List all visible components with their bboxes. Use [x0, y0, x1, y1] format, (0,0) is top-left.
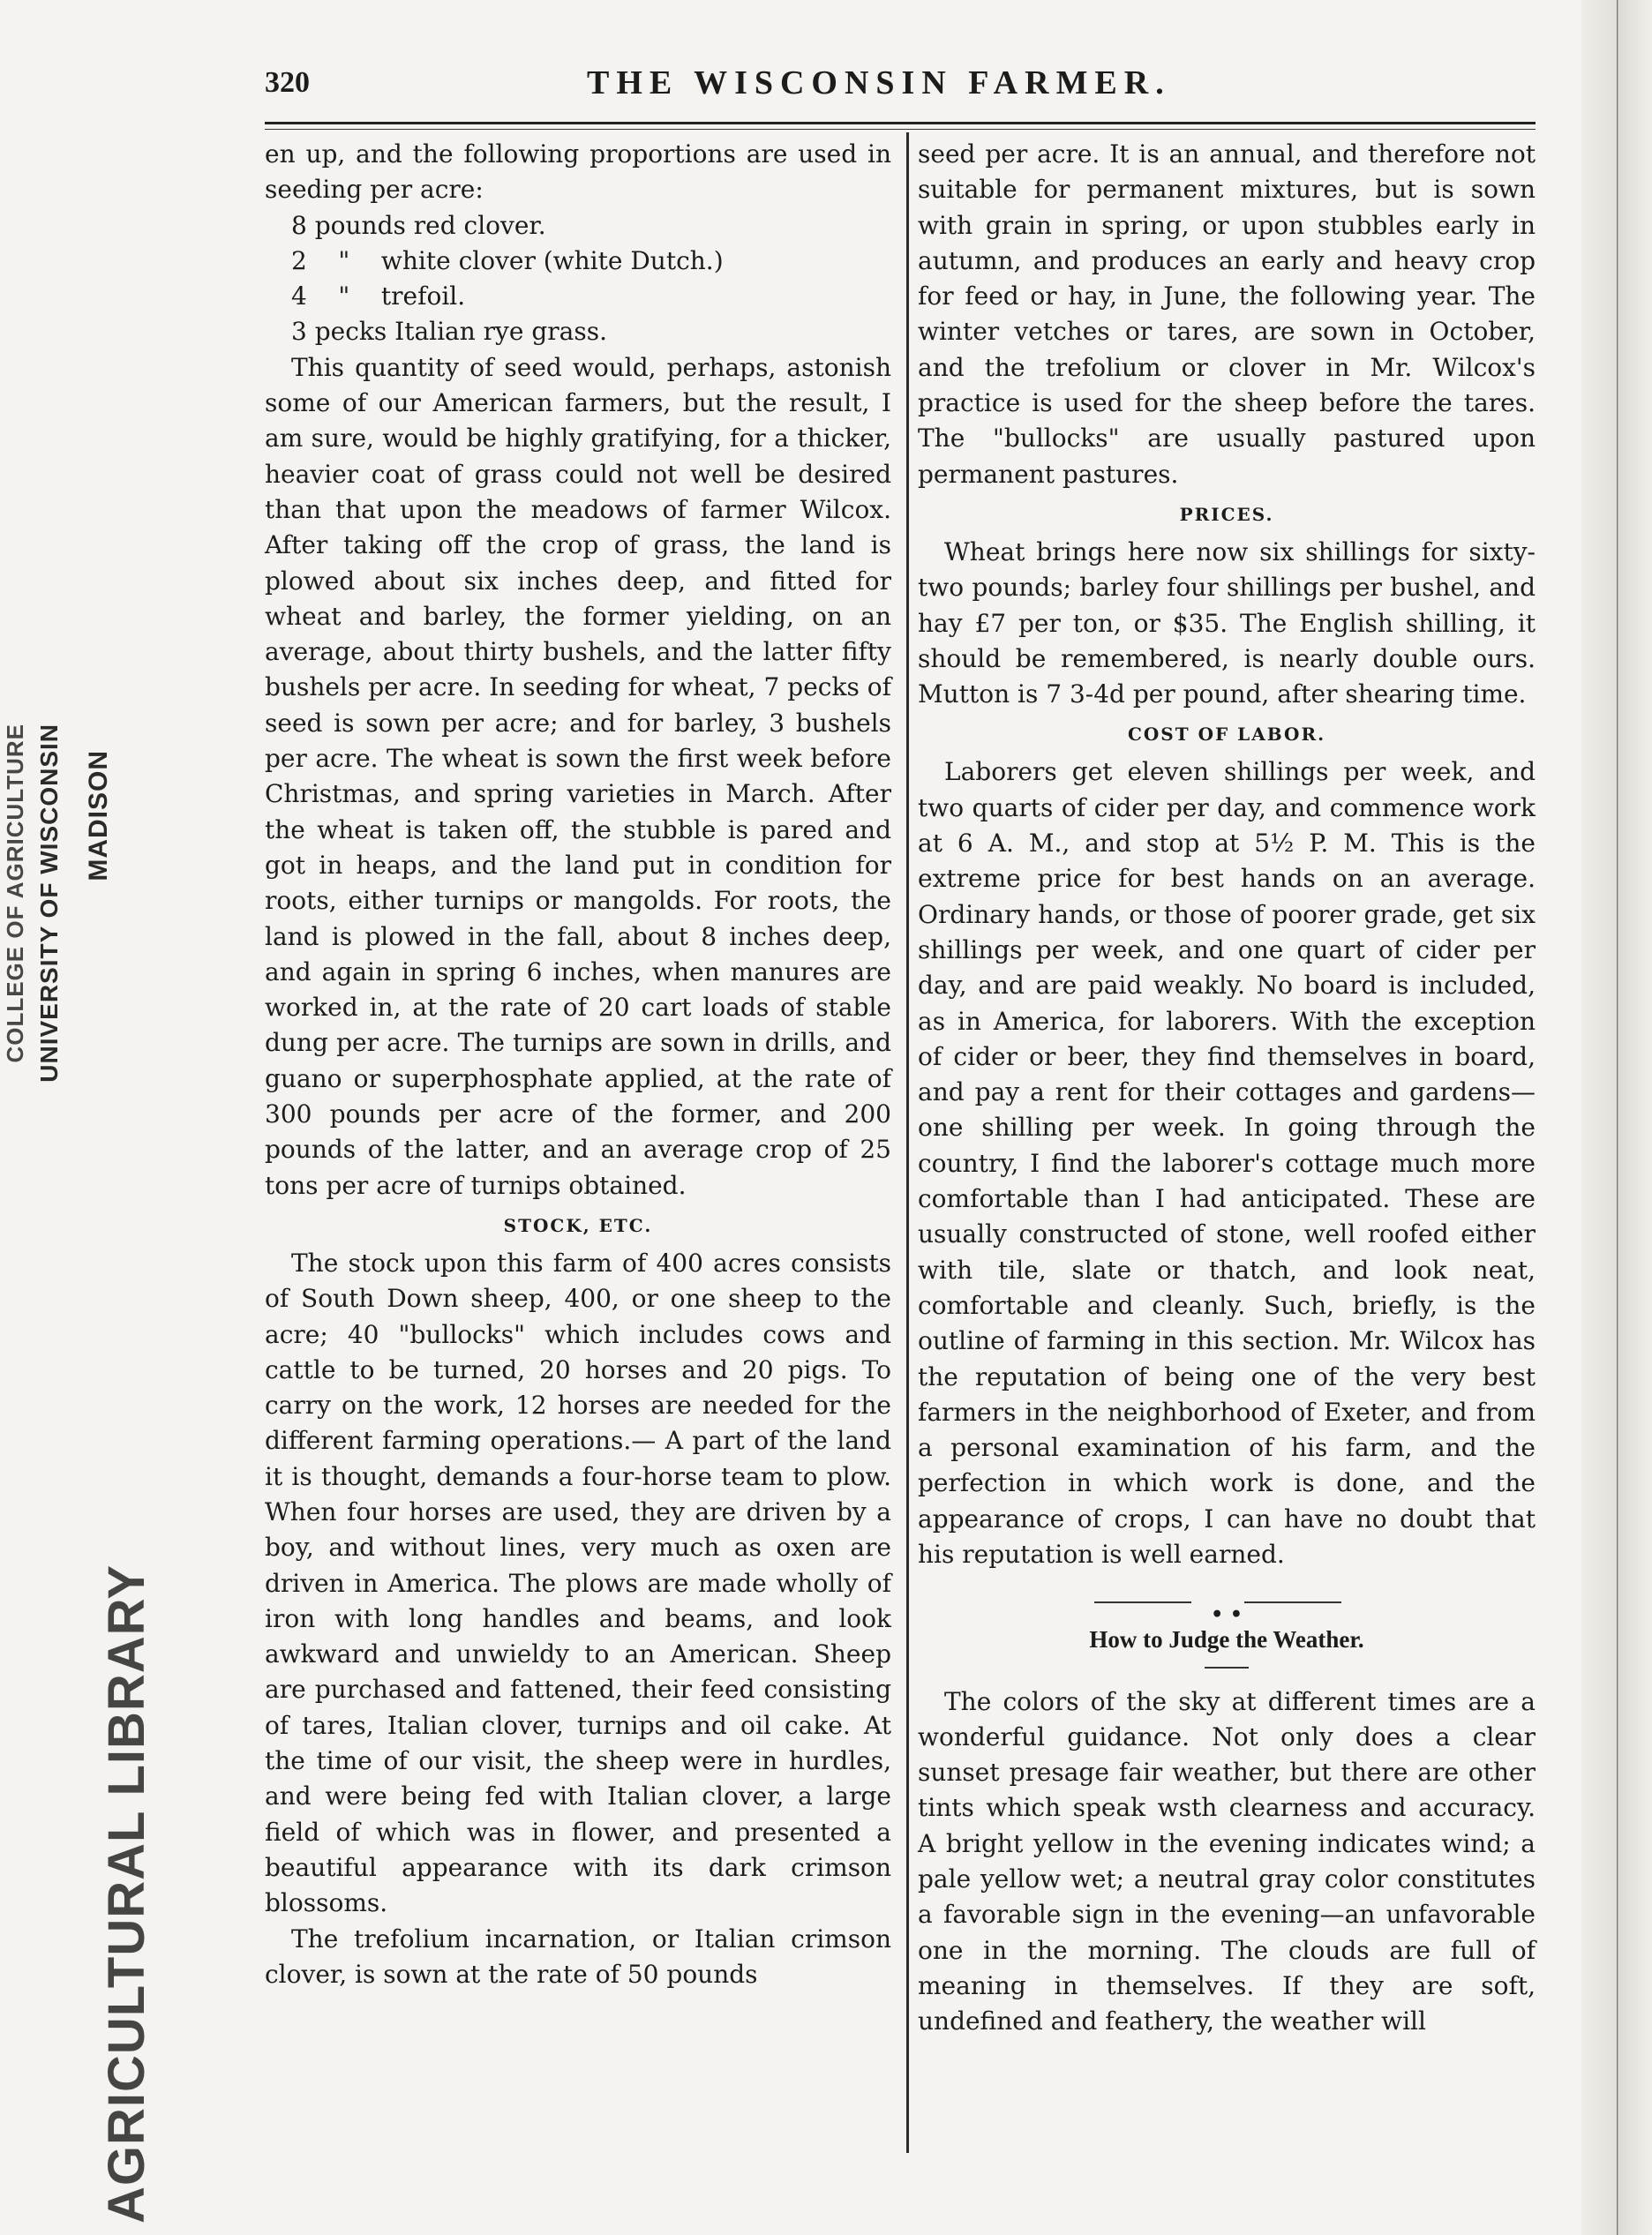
page-header — [265, 62, 1536, 124]
ornament-line-left — [1094, 1601, 1191, 1603]
stamp-line-university: UNIVERSITY OF WISCONSIN — [35, 724, 63, 1083]
seed-list-item: 3 pecks Italian rye grass. — [291, 317, 607, 347]
right-paragraph-2: Wheat brings here now six shillings for sixty-two pounds; barley four shillings per bushel, and hay £7 per ton, or $35. The English shilling, it should be remembered, is nearly double ours. Mutton is 7 3-4d per pound, after shearing time. — [918, 536, 1536, 709]
seed-list — [265, 208, 891, 350]
section-ornament — [918, 1595, 1536, 1627]
right-paragraph-4: The colors of the sky at different times are a wonderful guidance. Not only does a clear sunset presage fair weather, but there are other tints which speak wsth clearness and accuracy. A bright yellow in the evening indicates wind; a pale yellow wet; a neutral gray color constitutes a favorable sign in the evening—an unfavorable one in the morning. The clouds are full of meaning in themselves. If they are soft, undefined and feathery, the weather will — [918, 1686, 1536, 2036]
ornament-line-right — [1244, 1601, 1341, 1603]
subhead-prices: PRICES. — [1179, 503, 1274, 525]
left-paragraph-1: en up, and the following proportions are used in seeding per acre: — [265, 139, 891, 205]
seed-list-item: 8 pounds red clover. — [291, 210, 546, 240]
seed-list-item: 2 " white clover (white Dutch.) — [291, 245, 724, 275]
stamp-line-college: COLLEGE OF AGRICULTURE — [2, 724, 28, 1063]
seed-list-item: 4 " trefoil. — [291, 281, 466, 311]
header-rule-thin — [265, 129, 1536, 130]
stamp-line-madison: MADISON — [84, 750, 113, 881]
left-paragraph-2: This quantity of seed would, perhaps, astonish some of our American farmers, but the result, I am sure, would be highly gratifying, for a thicker, heavier coat of grass could not well be desired than that upon the meadows of farmer Wilcox. After taking off the crop of grass, the land is plowed about six inches deep, and fitted for wheat and barley, the former yielding, on an average, about thirty bushels, and the latter fifty bushels per acre. In seeding for wheat, 7 pecks of seed is sown per acre; and for barley, 3 bushels per acre. The wheat is sown the first week before Christmas, and spring varieties in March. After the wheat is taken off, the stubble is pared and got in heaps, and the land put in condition for roots, either turnips or mangolds. For roots, the land is plowed in the fall, about 8 inches deep, and again in spring 6 inches, when manures are worked in, at the rate of 20 cart loads of stable dung per acre. The turnips are sown in drills, and guano or superphosphate applied, at the rate of 300 pounds per acre of the former, and 200 pounds of the latter, and an average crop of 25 tons per acre of turnips obtained. — [265, 352, 891, 1200]
subhead-cost-of-labor: COST OF LABOR. — [1127, 724, 1326, 746]
title-rule — [1205, 1667, 1249, 1669]
left-paragraph-4: The trefolium incarnation, or Italian crimson clover, is sown at the rate of 50 pounds — [265, 1924, 891, 1989]
right-column — [918, 137, 1536, 2040]
page-edge-shadow — [1581, 0, 1652, 2235]
column-divider — [906, 132, 909, 2153]
page-number: 320 — [265, 66, 310, 99]
ornament-dots: • • — [1211, 1603, 1243, 1627]
left-column — [265, 137, 891, 1992]
right-paragraph-3: Laborers get eleven shillings per week, and two quarts of cider per day, and commence work at 6 A. M., and stop at 5½ P. M. This is the extreme price for best hands on an average. Ordinary hands, or those of poorer grade, get six shillings per week, and one quart of cider per day, and are paid weakly. No board is included, as in America, for laborers. With the exception of cider or beer, they find themselves in board, and pay a rent for their cottages and gardens—one shilling per week. In going through the country, I find the laborer's cottage much more comfortable than I had anticipated. These are usually constructed of stone, well roofed either with tile, slate or thatch, and look neat, comfortable and cleanly. Such, briefly, is the outline of farming in this section. Mr. Wilcox has the reputation of being one of the very best farmers in the neighborhood of Exeter, and from a personal examination of his farm, and the perfection in which work is done, and the appearance of crops, I can have no doubt that his reputation is well earned. — [918, 757, 1536, 1569]
header-rule — [265, 122, 1536, 124]
left-paragraph-3: The stock upon this farm of 400 acres consists of South Down sheep, 400, or one sheep to the acre; 40 "bullocks" which includes cows and cattle to be turned, 20 horses and 20 pigs. To carry on the work, 12 horses are needed for the different farming operations.— A part of the land it is thought, demands a four-horse team to plow. When four horses are used, they are driven by a boy, and without lines, very much as oxen are driven in America. The plows are made wholly of iron with long handles and beams, and look awkward and unwieldy to an American. Sheep are purchased and fattened, their feed consisting of tares, Italian clover, turnips and oil cake. At the time of our visit, the sheep were in hurdles, and were being fed with Italian clover, a large field of which was in flower, and presented a beautiful appearance with its dark crimson blossoms. — [265, 1248, 891, 1918]
article-title: How to Judge the Weather. — [1089, 1626, 1364, 1654]
subhead-stock: STOCK, ETC. — [503, 1214, 653, 1236]
right-paragraph-1: seed per acre. It is an annual, and therefore not suitable for permanent mixtures, but is sown with grain in spring, or upon stubbles early in autumn, and produces an early and heavy crop for feed or hay, in June, the following year. The winter vetches or tares, are sown in October, and the trefolium or clover in Mr. Wilcox's practice is used for the sheep before the tares. The "bullocks" are usually pastured upon permanent pastures. — [918, 139, 1536, 489]
library-stamp — [0, 724, 176, 2224]
stamp-line-library: AGRICULTURAL LIBRARY — [98, 1564, 155, 2224]
journal-title: THE WISCONSIN FARMER. — [587, 64, 1171, 101]
